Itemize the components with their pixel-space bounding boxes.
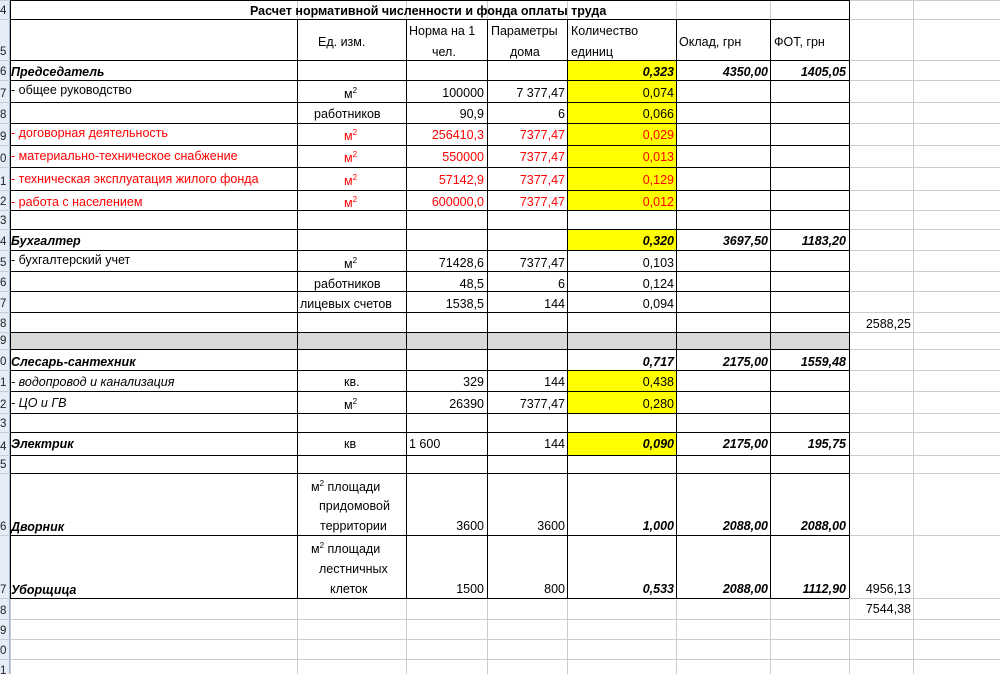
grand-total: 7544,38 [865,602,911,616]
row-number[interactable]: 0 [0,153,7,165]
unit-text: кв [344,437,357,451]
header-qty-line2: единиц [571,45,613,59]
chairman-fot: 1405,05 [800,65,846,79]
plumber-qty: 0,717 [642,355,674,369]
row-number[interactable]: 0 [0,645,7,657]
table-border [849,0,850,19]
param-value: 144 [544,437,565,451]
table-border [10,455,849,456]
table-border [10,19,849,20]
cleaner-label: Уборщица [11,583,77,597]
row-number[interactable]: 2 [0,399,7,411]
janitor-label: Дворник [11,520,65,534]
table-border [10,229,849,230]
plumber-salary: 2175,00 [722,355,768,369]
table-border [10,332,849,333]
unit-text: работников [314,277,381,291]
param-value: 7377,47 [519,150,565,164]
table-border [10,391,849,392]
norm-value: 71428,6 [438,256,484,270]
qty-value: 0,280 [642,397,674,411]
electrician-qty: 0,090 [642,437,674,451]
table-border [10,145,849,146]
table-border [10,210,849,211]
plumber-row-heating-label: - ЦО и ГВ [11,396,67,410]
chairman-label: Председатель [11,65,105,79]
grid-line [0,659,1000,660]
row-number[interactable]: 7 [0,88,7,100]
param-value: 7 377,47 [516,86,565,100]
norm-value: 90,9 [459,107,484,121]
chairman-row-contract-label: - договорная деятельность [11,126,168,140]
cleaner-unit-line2: лестничных [319,562,388,576]
plumber-row-water-label: - водопровод и канализация [11,375,175,389]
row-number[interactable]: 1 [0,176,7,188]
sheet-title: Расчет нормативной численности и фонда оплаты труда [250,4,607,18]
table-border [10,80,849,81]
accountant-label: Бухгалтер [11,234,81,248]
table-border [10,432,849,433]
chairman-row-public-label: - работа с населением [11,195,143,209]
grid-line [0,619,1000,620]
qty-value: 0,029 [642,128,674,142]
cleaner-qty: 0,533 [642,582,674,596]
table-border [10,413,849,414]
chairman-salary: 4350,00 [722,65,768,79]
norm-value: 26390 [449,397,484,411]
accountant-row-label: - бухгалтерский учет [11,253,131,267]
qty-value: 0,438 [642,375,674,389]
row-number[interactable]: 8 [0,605,7,617]
header-params-line2: дома [510,45,540,59]
row-number[interactable]: 4 [0,5,7,17]
row-number[interactable]: 9 [0,335,7,347]
row-number[interactable]: 8 [0,109,7,121]
norm-value: 3600 [456,519,484,533]
plumber-label: Слесарь-сантехник [11,355,136,369]
table-border [10,271,849,272]
table-border [487,19,488,598]
electrician-fot: 195,75 [807,437,846,451]
header-salary: Оклад, грн [679,35,742,49]
unit-m2: $м^2$ [344,195,358,210]
janitor-salary: 2088,00 [722,519,768,533]
table-border [10,0,11,19]
row-number[interactable]: 9 [0,625,7,637]
unit-m2: $м^2$ [344,173,358,188]
row-number[interactable]: 6 [0,521,7,533]
norm-value: 256410,3 [431,128,484,142]
row-number[interactable]: 4 [0,236,7,248]
table-border [10,102,849,103]
accountant-subtotal: 2588,25 [865,317,911,331]
row-number[interactable]: 7 [0,584,7,596]
unit-text: кв. [344,375,360,389]
table-border [10,250,849,251]
qty-value: 0,103 [642,256,674,270]
header-params-line1: Параметры [491,24,558,38]
row-number[interactable]: 4 [0,441,7,453]
unit-m2: $м^2$ [344,86,358,101]
janitor-unit-line3: территории [320,519,387,533]
table-border [10,598,849,599]
janitor-unit-line2: придомовой [319,499,390,513]
row-number[interactable]: 1 [0,665,7,674]
table-border [297,19,298,598]
norm-value: 1 600 [409,437,441,451]
cleaner-salary: 2088,00 [722,582,768,596]
table-border [10,19,11,598]
electrician-label: Электрик [11,437,74,451]
table-border [406,19,407,598]
param-value: 7377,47 [519,173,565,187]
row-number[interactable]: 6 [0,66,7,78]
row-number[interactable]: 5 [0,459,7,471]
unit-m2: $м^2$ [344,397,358,412]
cleaner-unit-line3: клеток [330,582,368,596]
qty-value: 0,066 [642,107,674,121]
norm-value: 1538,5 [445,297,484,311]
grid-line [913,0,914,674]
row-number[interactable]: 2 [0,196,7,208]
qty-value: 0,012 [642,195,674,209]
cleaner-subtotal: 4956,13 [865,582,911,596]
janitor-qty: 1,000 [642,519,674,533]
header-norm-line1: Норма на 1 [409,24,476,38]
cleaner-fot: 1112,90 [802,582,846,596]
accountant-qty: 0,320 [642,234,674,248]
table-border [10,349,849,350]
row-number[interactable]: 9 [0,131,7,143]
table-border [10,473,849,474]
janitor-fot: 2088,00 [800,519,846,533]
header-fot: ФОТ, грн [774,35,825,49]
table-border [10,190,849,191]
row-number[interactable]: 8 [0,318,7,330]
unit-text: работников [314,107,381,121]
param-value: 144 [544,375,565,389]
table-border [10,0,849,1]
qty-value: 0,094 [642,297,674,311]
table-border [10,60,849,61]
chairman-row-general-label: - общее руководство [11,83,132,97]
param-value: 144 [544,297,565,311]
qty-value: 0,074 [642,86,674,100]
row-number[interactable]: 6 [0,277,7,289]
row-number[interactable]: 5 [0,46,7,58]
table-border [676,19,677,598]
table-border [10,291,849,292]
chairman-row-technical-label: - техническая эксплуатация жилого фонда [11,172,259,186]
norm-value: 48,5 [459,277,484,291]
table-border [567,19,568,598]
norm-value: 329 [463,375,484,389]
norm-value: 100000 [442,86,484,100]
param-value: 7377,47 [519,256,565,270]
param-value: 3600 [537,519,565,533]
param-value: 800 [544,582,565,596]
row-number[interactable]: 3 [0,215,7,227]
param-value: 7377,47 [519,195,565,209]
qty-value: 0,013 [642,150,674,164]
row-number[interactable]: 3 [0,418,7,430]
param-value: 6 [558,277,565,291]
chairman-row-supply-label: - материально-техническое снабжение [11,149,238,163]
qty-value: 0,124 [642,277,674,291]
header-qty-line1: Количество [571,24,639,38]
table-border [10,167,849,168]
unit-text: лицевых счетов [300,297,392,311]
unit-m2: $м^2$ [344,256,358,271]
row-number[interactable]: 5 [0,257,7,269]
row-number[interactable]: 1 [0,377,7,389]
table-border [10,370,849,371]
accountant-fot: 1183,20 [801,234,846,248]
plumber-fot: 1559,48 [800,355,846,369]
cleaner-unit-line1: $м^2$ площади [311,541,381,556]
electrician-salary: 2175,00 [722,437,768,451]
grid-line [0,639,1000,640]
qty-value: 0,129 [642,173,674,187]
norm-value: 600000,0 [431,195,484,209]
param-value: 7377,47 [519,128,565,142]
norm-value: 550000 [442,150,484,164]
accountant-salary: 3697,50 [722,234,768,248]
param-value: 7377,47 [519,397,565,411]
chairman-qty: 0,323 [642,65,674,79]
gray-separator-row [10,332,849,349]
header-unit: Ед. изм. [318,35,366,49]
norm-value: 1500 [456,582,484,596]
unit-m2: $м^2$ [344,150,358,165]
table-border [770,19,771,598]
janitor-unit-line1: $м^2$ площади [311,479,381,494]
param-value: 6 [558,107,565,121]
norm-value: 57142,9 [438,173,484,187]
table-border [10,535,849,536]
row-number[interactable]: 0 [0,356,7,368]
table-border [10,123,849,124]
header-norm-line2: чел. [432,45,456,59]
table-border [849,19,850,598]
unit-m2: $м^2$ [344,128,358,143]
row-number[interactable]: 7 [0,298,7,310]
table-border [10,312,849,313]
